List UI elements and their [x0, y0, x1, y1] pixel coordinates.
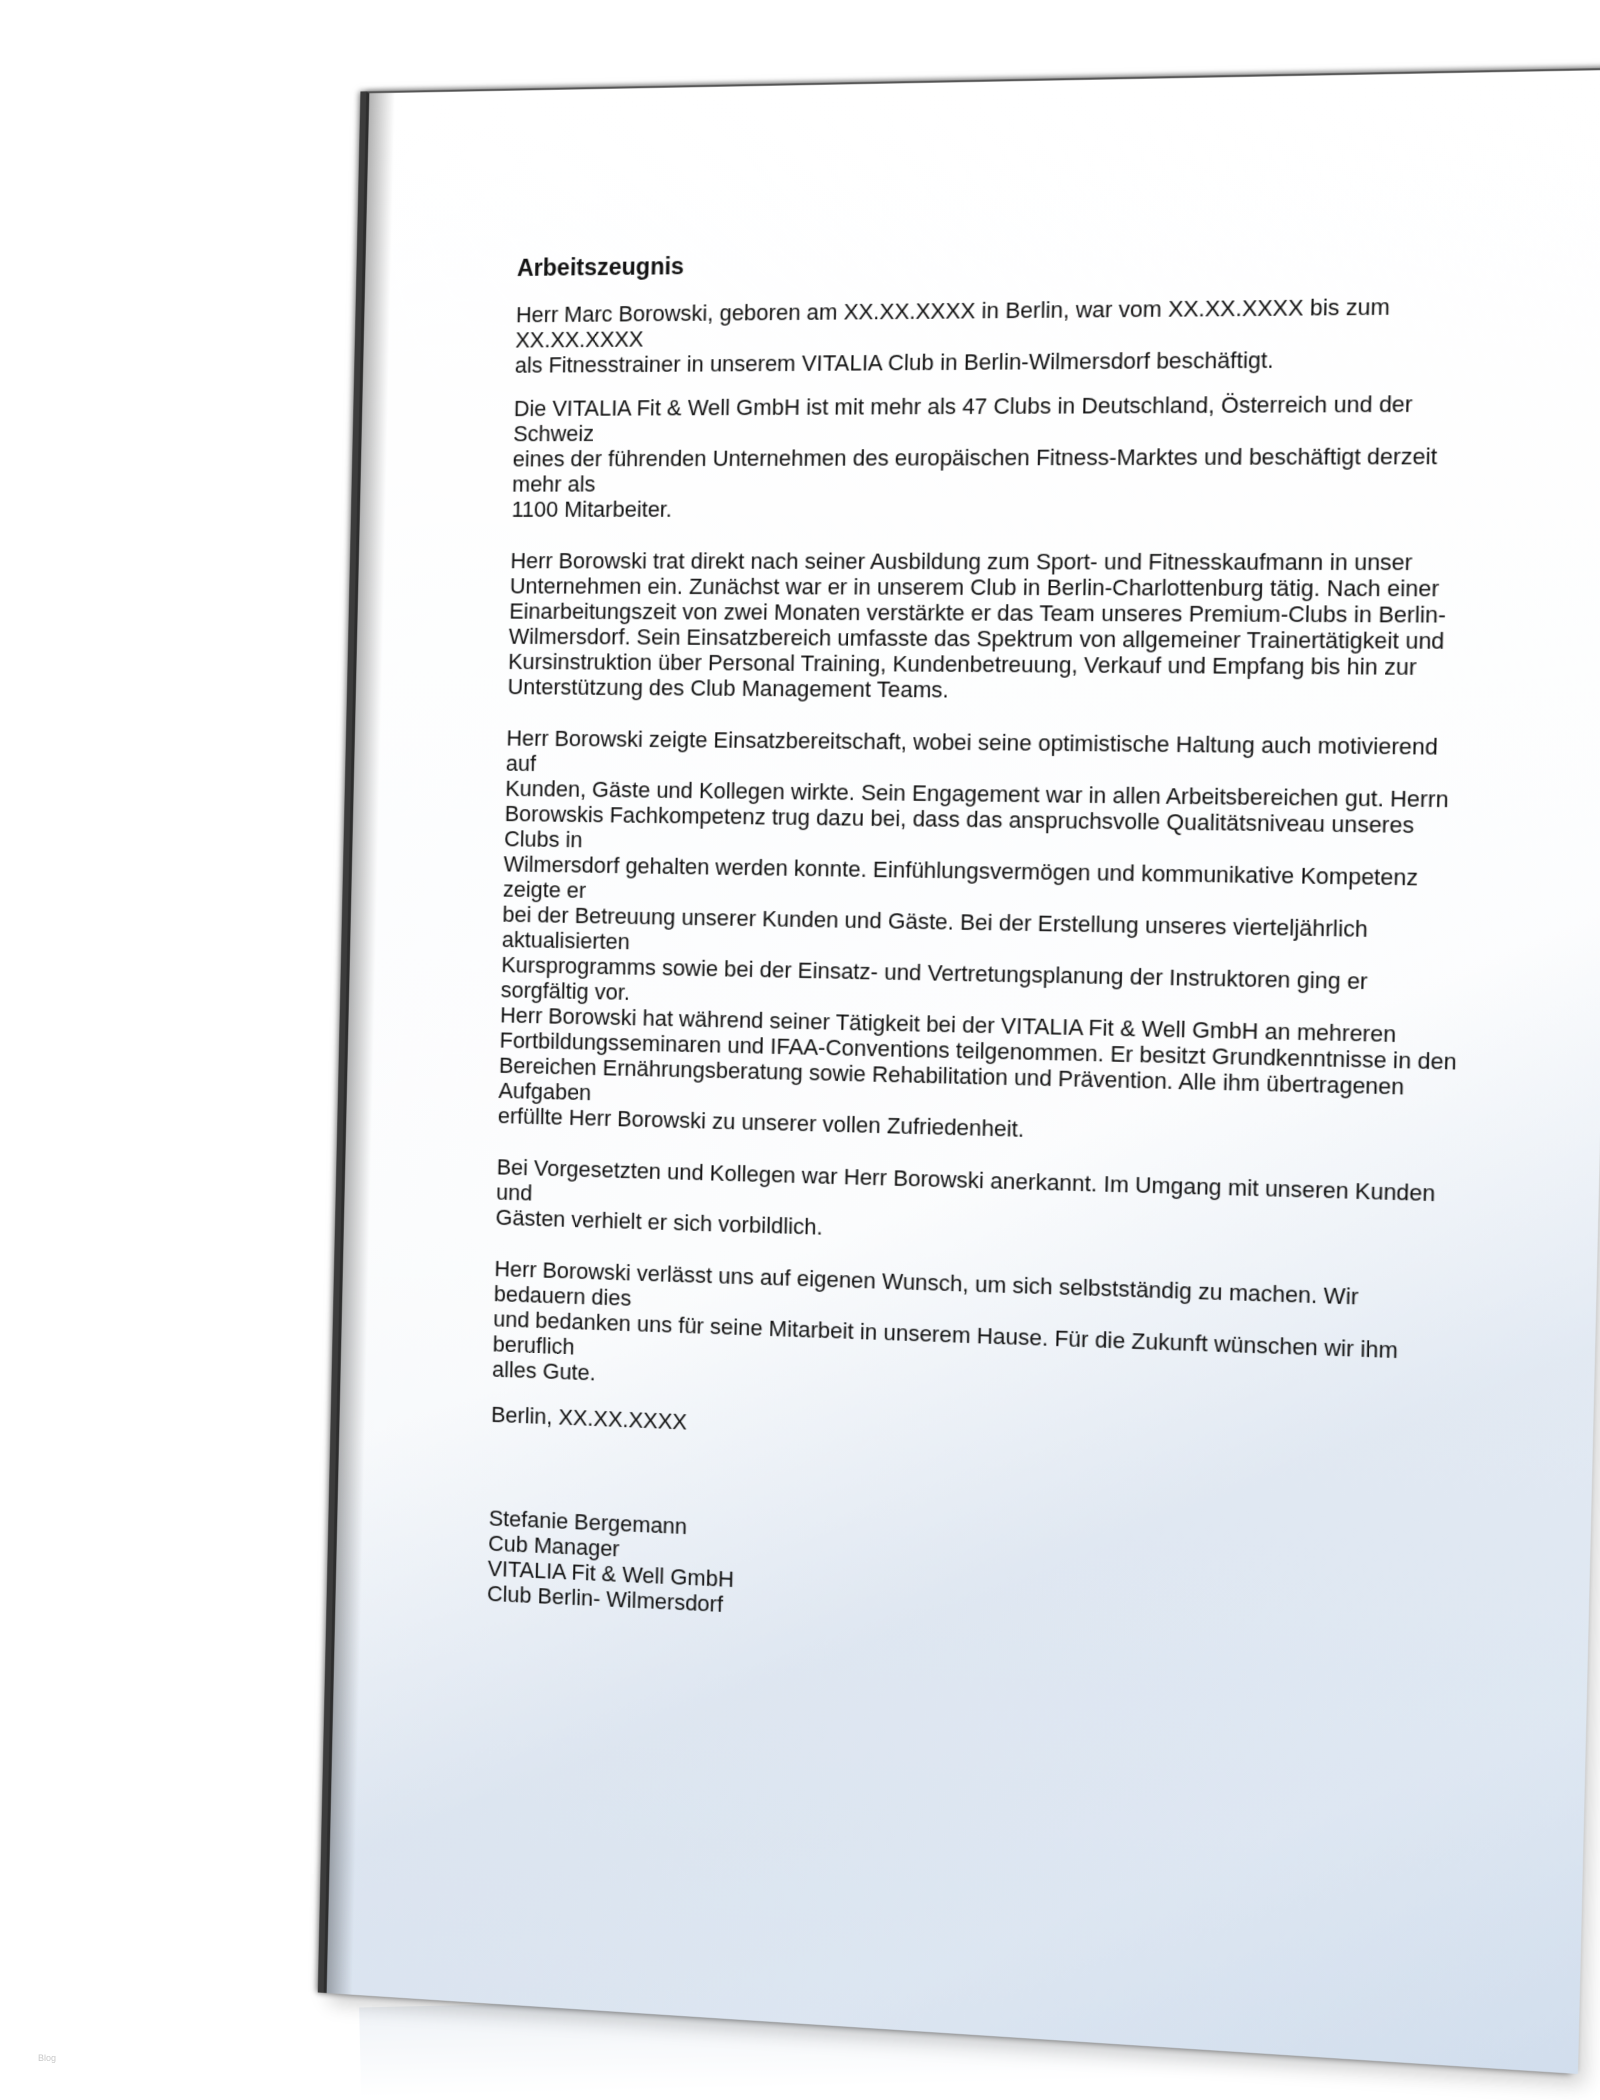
signatory-company: VITALIA Fit & Well GmbH [487, 1556, 735, 1593]
paragraph-career: Herr Borowski trat direkt nach seiner Ausbildung zum Sport- und Fitnesskaufmann in unser Unternehmen ein. Zunächst war er in unserem Club in Berlin-Charlottenburg tätig. Nach einer Einarbeitungszeit von zwei Monaten verstärkte er das Team unseres Premium-Clubs in Berlin- Wilmersdorf. Sein Einsatzbereich umfasste das Spektrum von allgemeiner Trainertätigkeit und Kursinstruktion über Personal Training, Kundenbetreuung, Verkauf und Empfang bis hin zur Unterstützung des Club Management Teams. [507, 549, 1447, 703]
paragraph-company: Die VITALIA Fit & Well GmbH ist mit mehr als 47 Clubs in Deutschland, Österreich und der Schweiz eines der führenden Unternehmen des europäischen Fitness-Marktes und beschäftigt derzeit mehr als 1100 Mitarbeiter. [511, 392, 1438, 522]
paragraph-closing: Herr Borowski verlässt uns auf eigenen Wunsch, um sich selbstständig zu machen. Wir bedauern dies und bedanken uns für seine Mitarbeit in unserem Hause. Für die Zukunft wünschen wir ihm beruflich alles Gute. [491, 1256, 1399, 1386]
watermark: Blog [38, 2053, 57, 2063]
signatory-name: Stefanie Bergemann [488, 1506, 688, 1540]
signatory-role: Cub Manager [487, 1531, 620, 1562]
document-title: Arbeitszeugnis [516, 252, 685, 282]
paragraph-employment: Herr Marc Borowski, geboren am XX.XX.XXXX in Berlin, war vom XX.XX.XXXX bis zum XX.XX.XXXX als Fitnesstrainer in unserem VITALIA Club in Berlin-Wilmersdorf beschäftigt. [514, 294, 1391, 378]
document-page [324, 68, 1600, 2074]
paragraph-performance: Herr Borowski zeigte Einsatzbereitschaft, wobei seine optimistische Haltung auch motivierend auf Kunden, Gäste und Kollegen wirkte. Sein Engagement war in allen Arbeitsbereichen gut. Herrn Borowskis Fachkompetenz trug dazu bei, dass das anspruchsvolle Qualitätsniveau unseres Clubs in Wilmersdorf gehalten werden konnte. Einfühlungsvermögen und kommunikative Kompetenz zeigte er bei der Betreuung unserer Kunden und Gäste. Bei der Erstellung unseres vierteljährlich aktualisierten Kursprogramms sowie bei der Einsatz- und Vertretungsplanung der Instruktoren ging er sorgfältig vor. Herr Borowski hat während seiner Tätigkeit bei der VITALIA Fit & Well GmbH an mehreren Fortbildungsseminaren und IFAA-Conventions teilgenommen. Er besitzt Grundkenntnisse in den Bereichen Ernährungsberatung sowie Rehabilitation und Prävention. Alle ihm übertragenen Aufgaben erfüllte Herr Borowski zu unserer vollen Zufriedenheit. [497, 726, 1457, 1142]
signatory-location: Club Berlin- Wilmersdorf [486, 1581, 724, 1618]
letter-body [487, 245, 1481, 1653]
signature-block [487, 1506, 1450, 1652]
paragraph-conduct: Bei Vorgesetzten und Kollegen war Herr Borowski anerkannt. Im Umgang mit unseren Kunden und Gästen verhielt er sich vorbildlich. [495, 1155, 1436, 1240]
place-date: Berlin, XX.XX.XXXX [490, 1402, 688, 1435]
